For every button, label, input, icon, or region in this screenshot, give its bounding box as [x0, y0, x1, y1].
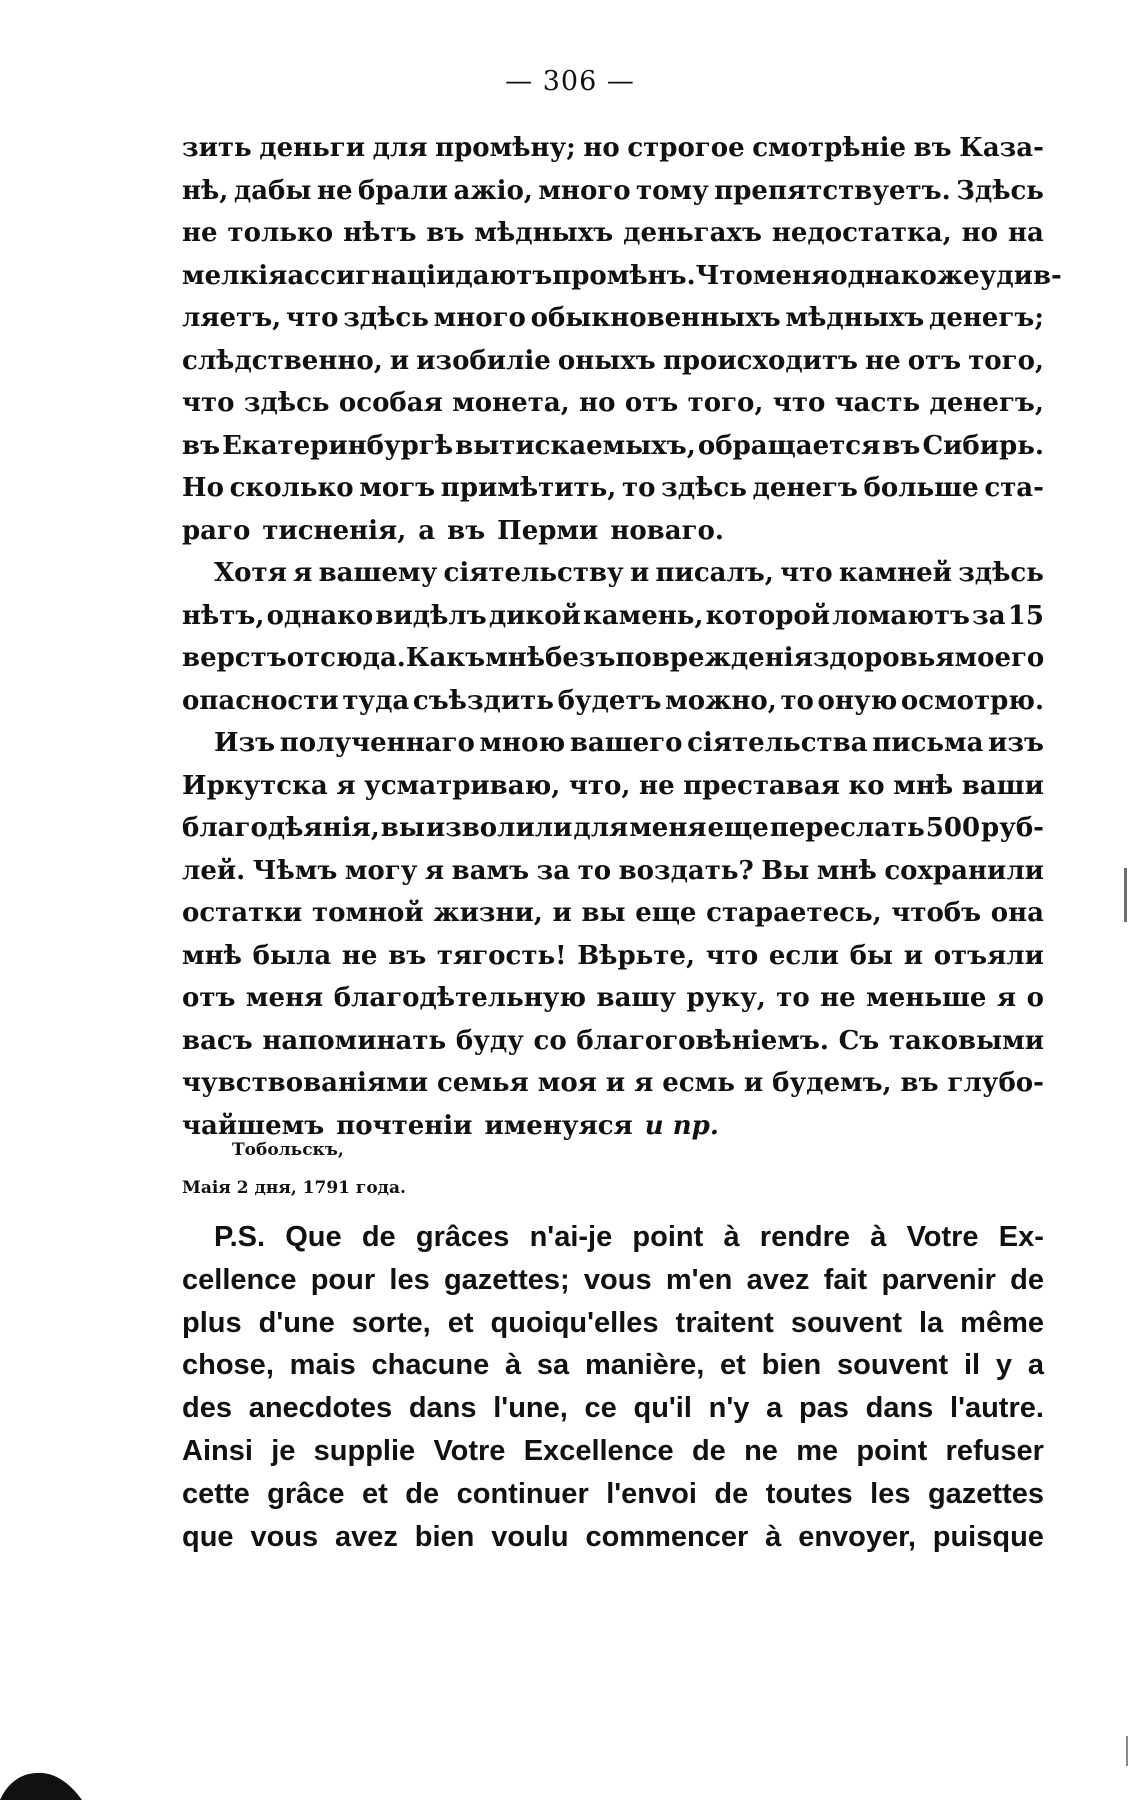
- signature-place: Тобольскъ,: [232, 1140, 344, 1160]
- text-line: Ainsi je supplie Votre Excellence de ne me point refuser: [182, 1434, 1044, 1467]
- text-line: нѣ, дабы не брали ажіо, много тому препятствуетъ. Здѣсь: [182, 175, 1044, 206]
- russian-letter-text: [182, 127, 1062, 1147]
- text-line: въ Екатеринбургѣ вытискаемыхъ, обращается въ Сибирь.: [182, 430, 1044, 461]
- text-line: верстъ отсюда. Какъ мнѣ безъ поврежденія здоровья моего: [182, 643, 1045, 673]
- text-line: мелкія ассигнаціи даютъ промѣнъ. Что меня однакоже удив-: [182, 260, 1062, 291]
- text-line: chose, mais chacune à sa manière, et bien souvent il y a: [182, 1349, 1044, 1382]
- scan-corner-artifact: [0, 1758, 82, 1800]
- signature-date: Маія 2 дня, 1791 года.: [182, 1178, 406, 1198]
- text-line: зить деньги для промѣну; но строгое смотрѣніе въ Каза-: [182, 133, 1044, 163]
- text-line: слѣдственно, и изобиліе оныхъ происходитъ не отъ того,: [182, 345, 1044, 376]
- text-line: мнѣ была не въ тягость! Вѣрьте, что если бы и отъяли: [182, 940, 1044, 971]
- french-postscript-text: [182, 1216, 1044, 1558]
- text-line: Изъ полученнаго мною вашего сіятельства письма изъ: [214, 728, 1044, 758]
- text-line: раго тисненія, а въ Перми новаго.: [182, 515, 724, 546]
- text-line: Иркутска я усматриваю, что, не преставая ко мнѣ ваши: [182, 770, 1044, 801]
- text-line: cellence pour les gazettes; vous m'en avez fait parvenir de: [182, 1263, 1044, 1296]
- text-line: лей. Чѣмъ могу я вамъ за то воздать? Вы мнѣ сохранили: [182, 855, 1044, 886]
- text-line: васъ напоминать буду со благоговѣніемъ. Съ таковыми: [182, 1025, 1044, 1056]
- text-line: cette grâce et de continuer l'envoi de toutes les gazettes: [182, 1477, 1044, 1510]
- text-line: plus d'une sorte, et quoiqu'elles traitent souvent la même: [182, 1306, 1044, 1339]
- page-number: — 306 —: [505, 66, 635, 97]
- scan-artifact-mark: [1124, 868, 1127, 922]
- text-line: que vous avez bien voulu commencer à envoyer, puisque: [182, 1520, 1044, 1553]
- text-line: что здѣсь особая монета, но отъ того, что часть денегъ,: [182, 388, 1044, 418]
- text-line: чайшемъ почтеніи именуяся и пр.: [182, 1110, 719, 1141]
- text-line: отъ меня благодѣтельную вашу руку, то не меньше я о: [182, 983, 1044, 1013]
- text-line: des anecdotes dans l'une, ce qu'il n'y a pas dans l'autre.: [182, 1392, 1044, 1425]
- text-line: Хотя я вашему сіятельству и писалъ, что камней здѣсь: [214, 558, 1044, 588]
- text-line: Но сколько могъ примѣтить, то здѣсь денегъ больше ста-: [182, 473, 1044, 503]
- text-line: чувствованіями семья моя и я есмь и будемъ, въ глубо-: [182, 1068, 1044, 1098]
- text-line: P.S. Que de grâces n'ai-je point à rendre à Votre Ex-: [214, 1221, 1044, 1253]
- text-line: опасности туда съѣздить будетъ можно, то оную осмотрю.: [182, 685, 1044, 716]
- text-line: остатки томной жизни, и вы еще стараетесь, чтобъ она: [182, 898, 1044, 928]
- text-line: нѣтъ, однако видѣлъ дикой камень, которой ломаютъ за 15: [182, 600, 1044, 631]
- text-line: не только нѣтъ въ мѣдныхъ деньгахъ недостатка, но на: [182, 218, 1044, 248]
- scan-artifact-mark: [1126, 1736, 1128, 1766]
- text-line: ляетъ, что здѣсь много обыкновенныхъ мѣдныхъ денегъ;: [182, 303, 1044, 333]
- text-line: благодѣянія, вы изволили для меня еще переслать 500 руб-: [182, 813, 1044, 843]
